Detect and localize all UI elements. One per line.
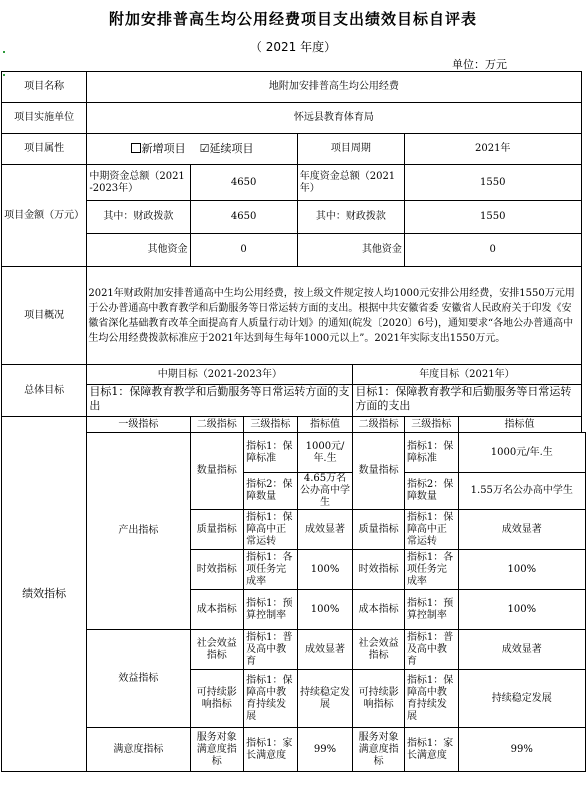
overview-text: 2021年财政附加安排普通高中生均公用经费，按上级文件规定按人均1000元安排公用经费，安排1550万元用于公办普通高中教育教学和后勤服务等日常运转方面的支出。根据中共安徽省委 安徽省人民政府关于印发《安徽省深化基础教育改革全面提高育人质量行动计划》的通知(皖发〔2020〕6号)，通知要求“各地公办普通高中生均公用经费拨款标准应于2021年达到每生每年1000元以上”。2021年实际支出1550万元。: [87, 267, 581, 365]
funds-label: 项目金额（万元）: [2, 165, 87, 267]
social-benefit-item-year: 指标1：普及高中教育: [404, 630, 458, 670]
satisfaction-indicator: 满意度指标: [87, 728, 190, 772]
mid-total-label: 中期资金总额（2021-2023年）: [87, 165, 190, 201]
mid-other-label: 其他资金: [87, 234, 190, 267]
level2-header: 二级指标: [190, 417, 244, 433]
quantity-indicator-year: 数量指标: [353, 433, 405, 510]
mid-goal: 目标1：保障教育教学和后勤服务等日常运转方面的支出: [87, 385, 353, 417]
timeliness-item: 指标1：各项任务完成率: [244, 550, 298, 590]
quantity-item-2-year: 指标2：保障数量: [404, 473, 458, 510]
evaluation-table: [1, 71, 586, 772]
quantity-indicator: 数量指标: [190, 433, 244, 510]
new-project-label: 新增项目: [141, 142, 186, 155]
year-total: 1550: [404, 165, 581, 201]
output-indicator: 产出指标: [87, 433, 190, 630]
social-benefit-item: 指标1：普及高中教育: [244, 630, 298, 670]
year-other: 0: [404, 234, 581, 267]
social-benefit-value: 成效显著: [297, 630, 353, 670]
level3-header: 三级指标: [244, 417, 298, 433]
value-header-year: 指标值: [458, 417, 581, 433]
unit-label: 单位：万元: [452, 58, 507, 71]
year-fiscal: 1550: [404, 201, 581, 234]
project-name: 地附加安排普高生均公用经费: [87, 72, 581, 103]
quantity-value-1: 1000元/年.生: [297, 433, 353, 473]
quantity-item-1-year: 指标1：保障标准: [404, 433, 458, 473]
sustainability-value: 持续稳定发展: [297, 670, 353, 728]
cost-item: 指标1：预算控制率: [244, 590, 298, 630]
quality-value-year: 成效显著: [458, 510, 585, 550]
mid-fiscal-label: 其中：财政拨款: [87, 201, 190, 234]
quality-indicator: 质量指标: [190, 510, 244, 550]
service-satisfaction-value: 99%: [297, 728, 353, 772]
service-satisfaction-value-year: 99%: [458, 728, 585, 772]
project-name-label: 项目名称: [2, 72, 87, 103]
overview-label: 项目概况: [2, 267, 87, 365]
sustainability-indicator-year: 可持续影响指标: [353, 670, 405, 728]
cost-value: 100%: [297, 590, 353, 630]
social-benefit-indicator: 社会效益指标: [190, 630, 244, 670]
year-goal-header: 年度目标（2021年）: [353, 365, 581, 385]
service-satisfaction-item: 指标1：家长满意度: [244, 728, 298, 772]
quantity-value-2-year: 1.55万名公办高中学生: [458, 473, 585, 510]
mid-total: 4650: [190, 165, 297, 201]
project-period-label: 项目周期: [297, 134, 404, 165]
sustainability-item-year: 指标1：保障高中教育持续发展: [404, 670, 458, 728]
timeliness-indicator: 时效指标: [190, 550, 244, 590]
sustainability-indicator: 可持续影响指标: [190, 670, 244, 728]
cost-indicator-year: 成本指标: [353, 590, 405, 630]
mid-goal-header: 中期目标（2021-2023年）: [87, 365, 353, 385]
timeliness-value: 100%: [297, 550, 353, 590]
project-period: 2021年: [404, 134, 581, 165]
service-satisfaction-item-year: 指标1：家长满意度: [404, 728, 458, 772]
project-attribute-label: 项目属性: [2, 134, 87, 165]
page-title: 附加安排普高生均公用经费项目支出绩效目标自评表: [108, 10, 477, 28]
continuing-project-checkbox[interactable]: ☑: [199, 142, 210, 155]
cell-corner-marker: [3, 51, 5, 53]
overall-goal-label: 总体目标: [2, 365, 87, 417]
social-benefit-value-year: 成效显著: [458, 630, 585, 670]
timeliness-item-year: 指标1：各项任务完成率: [404, 550, 458, 590]
quality-item-year: 指标1：保障高中正常运转: [404, 510, 458, 550]
quality-item: 指标1：保障高中正常运转: [244, 510, 298, 550]
year-other-label: 其他资金: [297, 234, 404, 267]
year-total-label: 年度资金总额（2021年）: [297, 165, 404, 201]
service-satisfaction-indicator: 服务对象满意度指标: [190, 728, 244, 772]
cost-value-year: 100%: [458, 590, 585, 630]
implementing-unit: 怀远县教育体育局: [87, 103, 581, 134]
year-fiscal-label: 其中：财政拨款: [297, 201, 404, 234]
continuing-project-label: 延续项目: [209, 142, 254, 155]
quantity-item-2: 指标2：保障数量: [244, 473, 298, 510]
sustainability-value-year: 持续稳定发展: [458, 670, 585, 728]
quality-value: 成效显著: [297, 510, 353, 550]
cost-item-year: 指标1：预算控制率: [404, 590, 458, 630]
project-attribute: [87, 134, 297, 165]
level3-header-year: 三级指标: [404, 417, 458, 433]
timeliness-value-year: 100%: [458, 550, 585, 590]
cost-indicator: 成本指标: [190, 590, 244, 630]
performance-label: 绩效指标: [2, 417, 87, 772]
level2-header-year: 二级指标: [353, 417, 405, 433]
year-goal: 目标1：保障教育教学和后勤服务等日常运转方面的支出: [353, 385, 581, 417]
quality-indicator-year: 质量指标: [353, 510, 405, 550]
quantity-item-1: 指标1：保障标准: [244, 433, 298, 473]
new-project-checkbox[interactable]: [131, 143, 141, 153]
benefit-indicator: 效益指标: [87, 630, 190, 728]
quantity-value-1-year: 1000元/年.生: [458, 433, 585, 473]
sustainability-item: 指标1：保障高中教育持续发展: [244, 670, 298, 728]
level1-header: 一级指标: [87, 417, 190, 433]
quantity-value-2: 4.65万名公办高中学生: [297, 473, 353, 510]
service-satisfaction-indicator-year: 服务对象满意度指标: [353, 728, 405, 772]
mid-other: 0: [190, 234, 297, 267]
report-year: （ 2021 年度）: [249, 40, 337, 54]
mid-fiscal: 4650: [190, 201, 297, 234]
value-header: 指标值: [297, 417, 353, 433]
timeliness-indicator-year: 时效指标: [353, 550, 405, 590]
implementing-unit-label: 项目实施单位: [2, 103, 87, 134]
social-benefit-indicator-year: 社会效益指标: [353, 630, 405, 670]
